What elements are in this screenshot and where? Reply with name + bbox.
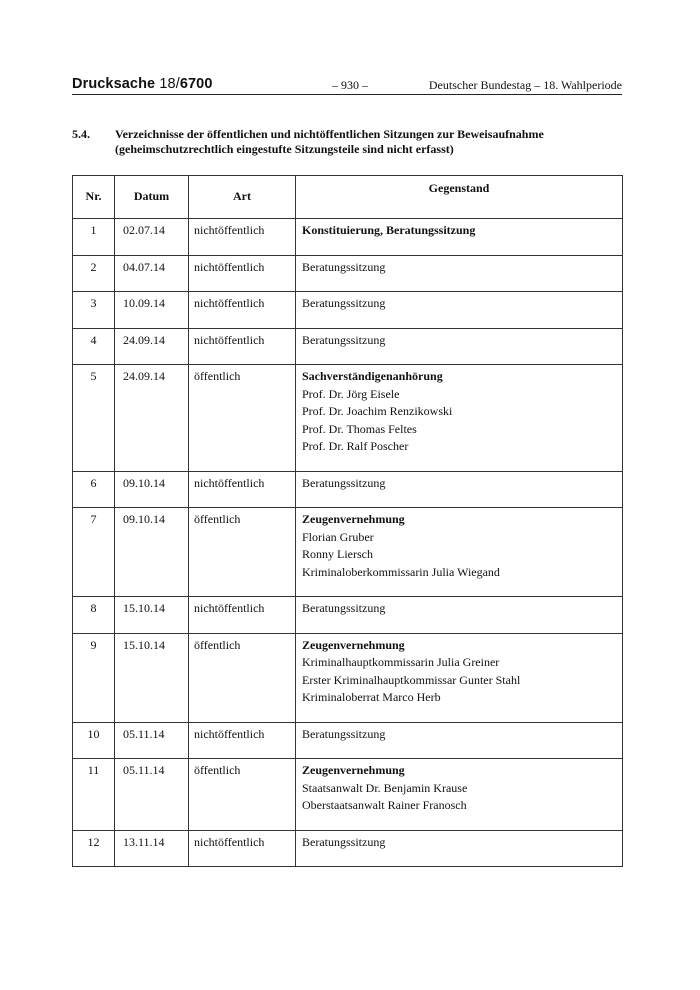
- row-type: öffentlich: [189, 508, 296, 597]
- table-row: [73, 759, 623, 831]
- page-header: [72, 76, 622, 95]
- subject-person: Prof. Dr. Ralf Poscher: [302, 439, 409, 453]
- subject-heading: Zeugenvernehmung: [302, 637, 405, 652]
- row-type: nichtöffentlich: [189, 471, 296, 508]
- row-type: nichtöffentlich: [189, 292, 296, 329]
- row-subject: [296, 219, 623, 256]
- table-row: [73, 328, 623, 365]
- row-number: 1: [73, 219, 115, 256]
- row-date: 09.10.14: [115, 508, 189, 597]
- row-number: 12: [73, 830, 115, 867]
- table-row: [73, 830, 623, 867]
- doc-number: 6700: [179, 76, 213, 92]
- row-number: 7: [73, 508, 115, 597]
- table-row: [73, 365, 623, 472]
- row-subject: [296, 292, 623, 329]
- column-header-datum: Datum: [115, 176, 189, 219]
- subject-person: Prof. Dr. Thomas Feltes: [302, 421, 417, 436]
- doc-label: Drucksache: [72, 76, 156, 92]
- row-date: 13.11.14: [115, 830, 189, 867]
- row-number: 10: [73, 722, 115, 759]
- subject-person: Ronny Liersch: [302, 547, 373, 561]
- column-header-gegenstand: Gegenstand: [296, 176, 623, 219]
- row-number: 9: [73, 633, 115, 722]
- row-type: nichtöffentlich: [189, 722, 296, 759]
- row-date: 15.10.14: [115, 633, 189, 722]
- table-row: [73, 597, 623, 634]
- row-date: 05.11.14: [115, 722, 189, 759]
- row-type: öffentlich: [189, 759, 296, 831]
- subject-heading: Zeugenvernehmung: [302, 763, 405, 777]
- row-date: 24.09.14: [115, 365, 189, 472]
- row-subject: [296, 255, 623, 292]
- subject-person: Staatsanwalt Dr. Benjamin Krause: [302, 780, 468, 795]
- doc-period: 18/: [159, 76, 180, 92]
- table-row: [73, 292, 623, 329]
- row-subject: [296, 365, 623, 472]
- section-number: 5.4.: [72, 127, 90, 141]
- column-header-art: Art: [189, 176, 296, 219]
- table-row: [73, 633, 623, 722]
- document-number: [72, 76, 213, 92]
- row-type: öffentlich: [189, 365, 296, 472]
- row-subject: [296, 830, 623, 867]
- row-number: 5: [73, 365, 115, 472]
- row-date: 05.11.14: [115, 759, 189, 831]
- table-row: [73, 255, 623, 292]
- subject-heading: Beratungssitzung: [302, 332, 386, 347]
- row-subject: [296, 597, 623, 634]
- row-type: öffentlich: [189, 633, 296, 722]
- row-subject: [296, 508, 623, 597]
- row-subject: [296, 328, 623, 365]
- section-title: Verzeichnisse der öffentlichen und nichtöffentlichen Sitzungen zur Beweisaufnahme (geheimschutzrechtlich eingestufte Sitzungsteile sind nicht erfasst): [115, 127, 544, 156]
- row-type: nichtöffentlich: [189, 328, 296, 365]
- column-header-nr: Nr.: [73, 176, 115, 219]
- row-number: 3: [73, 292, 115, 329]
- page-number: – 930 –: [332, 78, 368, 92]
- subject-heading: Zeugenvernehmung: [302, 512, 405, 526]
- subject-heading: Beratungssitzung: [302, 475, 386, 490]
- row-number: 2: [73, 255, 115, 292]
- row-type: nichtöffentlich: [189, 219, 296, 256]
- sessions-table: [72, 175, 623, 867]
- table-header-row: [73, 176, 623, 219]
- subject-heading: Beratungssitzung: [302, 259, 386, 274]
- subject-person: Oberstaatsanwalt Rainer Franosch: [302, 798, 467, 812]
- table-row: [73, 508, 623, 597]
- row-subject: [296, 471, 623, 508]
- subject-person: Florian Gruber: [302, 529, 374, 544]
- row-type: nichtöffentlich: [189, 830, 296, 867]
- institution-label: Deutscher Bundestag – 18. Wahlperiode: [428, 78, 622, 92]
- row-number: 11: [73, 759, 115, 831]
- subject-heading: Beratungssitzung: [302, 296, 386, 310]
- table-row: [73, 219, 623, 256]
- subject-person: Kriminaloberrat Marco Herb: [302, 690, 441, 704]
- subject-person: Prof. Dr. Jörg Eisele: [302, 386, 400, 401]
- subject-person: Prof. Dr. Joachim Renzikowski: [302, 404, 453, 418]
- row-subject: [296, 633, 623, 722]
- subject-heading: Beratungssitzung: [302, 726, 386, 741]
- subject-person: Erster Kriminalhauptkommissar Gunter Stahl: [302, 672, 521, 687]
- table-row: [73, 471, 623, 508]
- table-body: [73, 219, 623, 867]
- subject-heading: Beratungssitzung: [302, 834, 386, 849]
- subject-heading: Konstituierung, Beratungssitzung: [302, 223, 476, 237]
- row-number: 4: [73, 328, 115, 365]
- row-type: nichtöffentlich: [189, 255, 296, 292]
- row-date: 09.10.14: [115, 471, 189, 508]
- row-subject: [296, 722, 623, 759]
- row-type: nichtöffentlich: [189, 597, 296, 634]
- row-date: 10.09.14: [115, 292, 189, 329]
- row-date: 02.07.14: [115, 219, 189, 256]
- row-number: 6: [73, 471, 115, 508]
- table-row: [73, 722, 623, 759]
- subject-person: Kriminaloberkommissarin Julia Wiegand: [302, 564, 500, 579]
- row-number: 8: [73, 597, 115, 634]
- row-date: 04.07.14: [115, 255, 189, 292]
- subject-heading: Sachverständigenanhörung: [302, 369, 443, 383]
- subject-person: Kriminalhauptkommissarin Julia Greiner: [302, 655, 500, 669]
- row-date: 24.09.14: [115, 328, 189, 365]
- subject-heading: Beratungssitzung: [302, 601, 386, 615]
- row-subject: [296, 759, 623, 831]
- row-date: 15.10.14: [115, 597, 189, 634]
